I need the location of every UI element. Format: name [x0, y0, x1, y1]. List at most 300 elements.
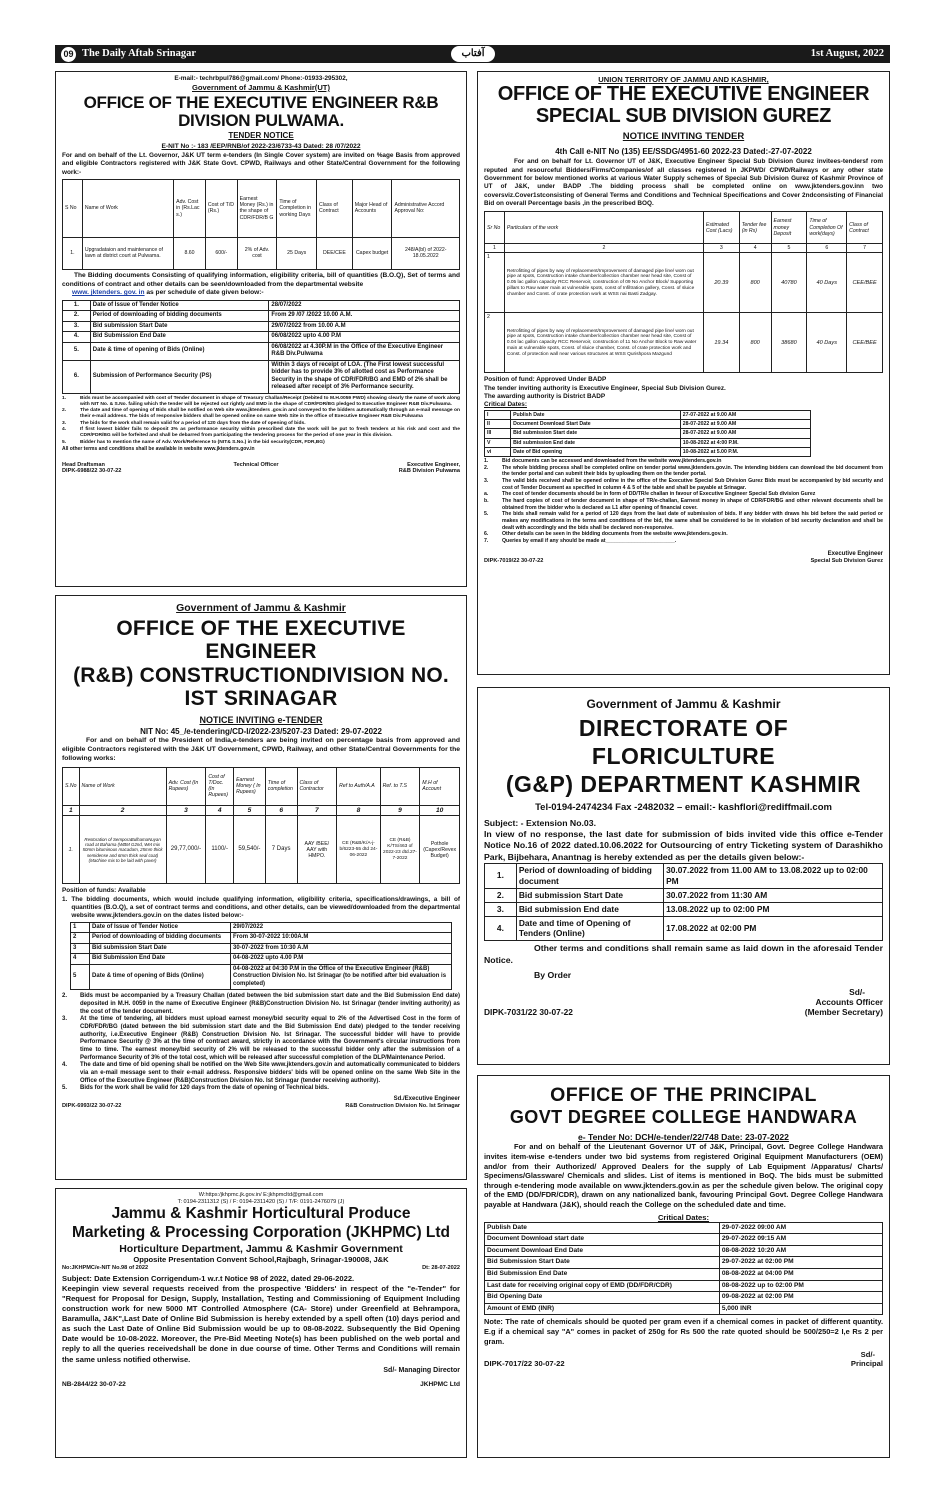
work-table	[484, 211, 883, 373]
ad-pulwama	[55, 71, 467, 587]
table-cell: 7 Days	[265, 816, 297, 884]
note-text: The valid bids received shall be opened online in the office of the Executive Special Sub Division Gurez Bids must be accompanied by bid security and cost of Tender Document as specified in column 4 & 5 of the table and shall be payable at Srinagar.	[502, 477, 883, 491]
column-header: Earnest Money ( In Rupees)	[234, 767, 266, 805]
dates-cell: 10-08-2022 at 5.00 P.M.	[680, 447, 810, 456]
sig-title: Executive Engineer	[827, 550, 883, 557]
sd-mark: Sd/-	[849, 987, 865, 998]
dates-cell: Bid submission Start Date	[516, 888, 663, 902]
dates-row	[485, 1303, 883, 1315]
paper-logo: آفتاب	[451, 46, 495, 62]
table-cell: 2	[485, 313, 505, 373]
dates-cell: V	[485, 438, 511, 447]
ad-ref: DIPK-6988/22 30-07-22	[62, 468, 122, 475]
work-table	[62, 179, 460, 270]
dates-cell: Date & time of opening of Bids (Online)	[90, 964, 231, 990]
table-cell: 800	[739, 313, 771, 373]
dates-table	[484, 1222, 883, 1316]
note-text: The bids shall remain valid for a period of 120 days from the last date of submission of bids. If any bidder with draws his bid before the said period or makes any modifications in the terms and conditions of the bid, the same shall be considered to be in violation of bid security declaration and shall be dealt with accordingly and the bids shall be declared non-responsive.	[502, 511, 883, 531]
note-text: The hard copies of cost of tender document in shape of TR/e-challan, Earnest money in shape of CDR/FDR/BG and other relevant documents shall be obtained from the bidder who is declared as L1 after opening of financial cover.	[502, 497, 883, 511]
sig-division: R&B Construction Division No. Ist Srinagar	[345, 1103, 460, 1110]
ad-ref: DIPK-6993/22 30-07-22	[62, 1103, 122, 1110]
note-item	[62, 1016, 460, 1062]
dates-cell: 3.	[485, 902, 517, 916]
dates-cell: 04-08-2022 upto 4.00 P.M	[231, 954, 452, 965]
column-header: Administrative Accord Approval No:	[392, 179, 460, 237]
dates-row	[485, 1222, 883, 1234]
column-number: 3	[703, 244, 739, 253]
dates-cell: 30.07.2022 from 11.00 AM to 13.08.2022 up to 02:00 PM	[664, 863, 883, 888]
column-number: 1	[63, 805, 80, 816]
column-header: Name of Work	[82, 179, 173, 237]
dates-cell: 3.	[63, 321, 91, 332]
table-cell: 29,77,000/-	[166, 816, 206, 884]
critical-dates-heading: Critical Dates:	[657, 1212, 710, 1222]
ad-ref: DIPK-7017/22 30-07-22	[484, 1359, 565, 1369]
note-item	[62, 993, 460, 1016]
dates-cell: Document Download End Date	[485, 1245, 720, 1257]
dates-cell: 08-08-2022 at 04:00 PM	[719, 1269, 882, 1281]
intro-text: For and on behalf for Lt. Governor UT of J&K, Executive Engineer Special Sub Division Gurez invitees-tendersf rom reputed and resourceful Bidders/Firms/Companies/of all classes registered in JKPWD/ CPWD/Railways or any other state Government for below mentioned works at various Water Supply schemes of Special Sub Division Gurez of Kashmir Province of UT of J&K, under BADP .The bidding process shall be completed online on www.jktenders.gov.inn two coversviz.Cover1stconsisting of General Terms and Conditions and Technical Specifications and Cover 2ndconsisting of Financial Bid on overall Percentage basis ,in the prescribed BOQ.	[484, 158, 883, 207]
column-header: Time of Completion Of work(days)	[807, 212, 847, 244]
note-text: Bids for the work shall be valid for 120 days from the date of opening of Technical bids.	[80, 1085, 329, 1092]
other-terms: Other terms and conditions shall remain same as laid down in the aforesaid Tender Notice.	[484, 943, 883, 965]
note-number: 6.	[484, 531, 489, 538]
bidding-text: The Bidding documents Consisting of qualifying information, eligibility criteria, bill of quantities (B.O.Q), Set of terms and conditions of contract and other details can be seen/downloaded from the departmental website	[62, 271, 460, 288]
dates-cell: Last date for receiving original copy of EMD (DD/FDR/CDR)	[485, 1280, 720, 1292]
sig-draftsman: Head Draftsman	[62, 461, 105, 468]
dates-cell: Date of Issue of Tender Notice	[90, 300, 269, 311]
notice-heading: NOTICE INVITING TENDER	[622, 131, 745, 143]
note-item	[484, 458, 883, 465]
sig-technical: Technical Officer	[233, 461, 279, 468]
dates-row	[71, 954, 452, 965]
table-cell: CE (R&B/K/A-j-b/6223-55 dtd 24-06-2022	[337, 816, 381, 884]
subject: Subject: - Extension No.03.	[484, 817, 596, 828]
dates-row	[485, 410, 811, 419]
column-number: 4	[206, 805, 234, 816]
column-header: S No	[63, 179, 83, 237]
note-text: The bids for the work shall remain valid for a period of 120 days from the date of opening of bids.	[80, 420, 306, 426]
notice-heading: TENDER NOTICE	[228, 131, 294, 141]
dates-cell: Bid Submission End Date	[485, 1269, 720, 1281]
note-number: 3.	[62, 420, 67, 426]
ad-title-1: DIRECTORATE OF FLORICULTURE	[578, 715, 789, 769]
note-item	[484, 538, 883, 545]
ad-title-2: GOVT DEGREE COLLEGE HANDWARA	[509, 1107, 858, 1128]
ut-line: UNION TERRITORY OF JAMMU AND KASHMIR,	[598, 75, 769, 84]
dates-cell: 08-08-2022 up to 02:00 PM	[719, 1280, 882, 1292]
column-header: Adv. Cost in (Rs.Lac s.)	[174, 179, 206, 237]
dates-cell: Within 3 days of receipt of LOA. (The First lowest successful bidder has to provide 3% of allotted cost as Performance Security in the shape of CDR/FDR/BG and EMD of 2% shall be released after receipt of 3% Performance security.	[269, 360, 460, 393]
table-cell: Upgradataion and maintenance of lawn at district court at Pulwama.	[82, 237, 173, 269]
dates-cell: Document Download start date	[485, 1234, 720, 1246]
column-header: Earnest money Deposit	[771, 212, 807, 244]
phone-line: T: 0194-2311312 (S) / F: 0194-2311420 (S) / T/F: 0191-2476079 (J)	[177, 1198, 345, 1205]
dates-cell: Publish Date	[511, 410, 681, 419]
ad-title-1: OFFICE OF THE EXECUTIVE ENGINEER	[116, 616, 406, 664]
column-number: 2	[79, 805, 166, 816]
body-text: For and on behalf of the Lieutenant Governor UT of J&K, Principal, Govt. Degree College Handwara invites item-wise e-tenders under two bid systems from registered Original Equipment Manufacturers (OEM) and/or from their Authorized/ Approved Dealers for the supply of Lab Equipment /Apparatus/ Charts/ Specimens/Glassware/ Chemicals and slides. List of items is mentioned in BoQ. The bids must be submitted through e-tendering mode available on www.jktenders.gov.in as per the schedule given below. The original copy of the EMD (DD/FDR/CDR), drawn on any nationalized bank, favouring Principal Govt. Degree College Handwara payable at Handwara (J&K), should reach the College on the scheduled date and time.	[484, 1142, 883, 1210]
ad-title: OFFICE OF THE EXECUTIVE ENGINEER R&B DIVISION PULWAMA.	[83, 92, 439, 130]
note-number: 2.	[62, 993, 68, 1000]
dates-cell: Bid Submission End Date	[90, 954, 231, 965]
govt-line: Government of Jammu & Kashmir(UT)	[192, 82, 330, 92]
contact-line: E-mail:- techrbpul786@gmail.com/ Phone:-01933-295302,	[174, 75, 348, 82]
dates-cell: Period of downloading of bidding document	[516, 863, 663, 888]
sig-sub: (Member Secretary)	[804, 1007, 883, 1018]
ad-title-2: (G&P) DEPARTMENT KASHMIR	[505, 770, 862, 797]
note-text: The cost of tender documents should be in form of DD/TR/e challan in favour of Executive Engineer Special Sub division Gurez	[502, 491, 816, 498]
note-number: a.	[484, 491, 489, 498]
note-item	[62, 427, 460, 440]
dates-row	[71, 943, 452, 954]
note-item	[484, 478, 883, 491]
by-order: By Order	[534, 969, 572, 980]
dates-cell: Bid submission End date	[516, 902, 663, 916]
sig-division: R&B Division Pulwama	[398, 468, 460, 475]
page-header	[55, 45, 890, 63]
dates-cell: Document Download Start Date	[511, 420, 681, 429]
website-suffix: as per schedule of date given below:-	[144, 289, 264, 297]
dates-row	[485, 1292, 883, 1304]
column-header: Name of Work	[79, 767, 166, 805]
dates-cell: From 29 /07 /2022 10.00 A.M.	[269, 311, 460, 322]
dates-row	[485, 888, 883, 902]
sig-title: Accounts Officer	[815, 997, 883, 1008]
column-header: Tender fee (in Rs)	[739, 212, 771, 244]
dates-cell: Bid Submission Start Date	[485, 1257, 720, 1269]
inviting-authority: The tender inviting authority is Executive Engineer, Special Sub Division Gurez.	[484, 384, 726, 392]
note-number: 4.	[62, 426, 67, 432]
dates-cell: Date of Bid opening	[511, 447, 681, 456]
note-number: 5.	[484, 511, 489, 518]
note-text: Bids must be accompanied by a Treasury Challan (dated between the bid submission start date and the Bid Submission End date) deposited in M.H. 0059 in the name of Executive Engineer (R&B)Construction Division No. Ist Srinagar (tender inviting authority) as the cost of the tender document.	[80, 993, 460, 1015]
dates-cell: 06/08/2022 at 4.30P.M in the Office of the Executive Engineer R&B Div.Pulwama	[269, 342, 460, 360]
dates-cell: Bid submission Start Date	[90, 943, 231, 954]
dates-row	[485, 447, 811, 456]
dates-cell: 30.07.2022 from 11:30 AM	[664, 888, 883, 902]
table-cell: CEE/BEE	[847, 253, 883, 313]
table-cell: 40 Days	[807, 253, 847, 313]
note-item	[484, 498, 883, 511]
table-cell: DEE/CEE	[317, 237, 353, 269]
subject: Subject: Date Extension Corrigendum-1 w.r.t Notice 98 of 2022, dated 29-06-2022.	[62, 1274, 355, 1283]
note-text: The whole bidding process shall be completed online on tender portal www.jktenders.gov.in. The intending bidders can download the bid document from the tender portal and can submit their bids by uploading them on the tender portal.	[502, 464, 883, 478]
column-header: Cost of T/D (Rs.)	[205, 179, 237, 237]
column-header: Class of Contract	[317, 179, 353, 237]
fund-position: Position of fund: Approved Under BADP	[484, 376, 607, 384]
dates-row	[71, 922, 452, 933]
dates-row	[63, 360, 460, 393]
dates-cell: Bid Opening Date	[485, 1292, 720, 1304]
note-text: Queries by email if any should be made at________________________.	[502, 537, 677, 544]
table-cell: Restoration of SemporaBulhamaNuyan road at Bahama (WBM G2nd, Wet mix 50mm bituminous macadam, 25mm thick semidense and 6mm thick seal coat) (Machine mix to be laid with paver)	[79, 816, 166, 884]
table-row	[485, 313, 883, 373]
dates-cell: 2.	[63, 311, 91, 322]
table-cell: Pothole (Capex/Revex Budget)	[420, 816, 460, 884]
dates-row	[63, 300, 460, 311]
dates-cell: 29-07-2022 09:15 AM	[719, 1234, 882, 1246]
website-link[interactable]: www. jktenders. gov. in	[72, 289, 145, 297]
note-text: If first lowest bidder fails to deposit 3% as performance security within prescribed date the work will be put to fresh tenders at his risk and cost and the CDR/FDR/BG will be forfeited and shall be debarred from participating the tendering process for the period of one year in this division.	[80, 426, 460, 439]
column-header: Ref. to T.S	[380, 767, 420, 805]
notes-list	[484, 458, 883, 545]
page-number: 09	[61, 47, 76, 62]
dates-row	[485, 1245, 883, 1257]
nit-number: e- Tender No: DCH/e-tender/22/748 Date: 23-07-2022	[578, 1131, 789, 1142]
note-number: 1.	[62, 395, 67, 401]
column-number: 5	[771, 244, 807, 253]
table-cell: AAY /BEE/ AAY with HMPO.	[297, 816, 337, 884]
notes-list	[62, 396, 460, 446]
sig-title: Sd/- Managing Director	[383, 1366, 460, 1374]
paper-name: The Daily Aftab Srinagar	[82, 47, 197, 59]
note-number: 5.	[62, 439, 67, 445]
dates-cell: Date and time of Opening of Tenders (Online)	[516, 916, 663, 941]
dates-row	[485, 1257, 883, 1269]
dates-table	[62, 300, 460, 394]
column-number: 3	[166, 805, 206, 816]
ad-title-2: SPECIAL SUB DIVISION GUREZ	[535, 104, 832, 127]
dates-cell: 29/07/2022	[231, 922, 452, 933]
dates-row	[485, 1280, 883, 1292]
dates-cell: 08-08-2022 10:20 AM	[719, 1245, 882, 1257]
column-number: 10	[420, 805, 460, 816]
column-header: Ref to Auth/A.A	[337, 767, 381, 805]
dates-cell: 28/07/2022	[269, 300, 460, 311]
ad-rnb-srinagar	[55, 595, 467, 1180]
note-item	[484, 531, 883, 538]
dates-row	[485, 438, 811, 447]
body-text: In view of no response, the last date for submission of bids invited vide this office e-Tender Notice No.16 of 2022 dated.10.06.2022 for Outsourcing of entry Ticketing system of Darashikho Park, Bijbehara, Anantnag is hereby extended as per the details given below:-	[484, 828, 883, 862]
dates-row	[71, 933, 452, 944]
column-header: Earnest Money (Rs.) in the shape of CDR/FDR/B G	[237, 179, 277, 237]
work-table	[62, 767, 460, 885]
table-cell: 40780	[771, 253, 807, 313]
column-header: Class of Contract	[847, 212, 883, 244]
table-cell: Retrofitting of pipes by way of replacement/Improvement of damaged pipe line/ worn out pipe at spots, Construction intake chamber/collection chamber near head site, Const of 0.05 lac gallon capacity RCC Reservoir, construction of 09 No Anchor Block/ Supporting pillars to Raw water main at vulnerable spots, const of Infiltration gallery, Const. of sluice chamber and Const. of crate protection work at WSS nai Basti Zadgay.	[504, 253, 703, 313]
column-number: 2	[504, 244, 703, 253]
table-cell: 1100/-	[206, 816, 234, 884]
table-cell: 40 Days	[807, 313, 847, 373]
dates-cell: 6.	[63, 360, 91, 393]
sd-mark: Sd/-	[860, 1350, 875, 1360]
ad-ref: DIPK-7019/22 30-07-22	[484, 557, 544, 564]
dates-cell: 3	[71, 943, 90, 954]
notice-number: No:JKHPMC/e-NIT No.98 of 2022	[62, 1265, 149, 1272]
table-cell: 25 Days	[277, 237, 317, 269]
note-number: 1.	[62, 895, 68, 903]
table-cell: 600/-	[205, 237, 237, 269]
funds-position: Position of funds: Available	[62, 887, 146, 895]
ad-title-2: Marketing & Processing Corporation (JKHPMC) Ltd	[71, 1224, 451, 1241]
column-header: Major Head of Accounts	[352, 179, 392, 237]
note-text: The date and time of bid opening shall be notified on the Web Site www.jktenders.gov.in and automatically communicated to bidders via an e-mail message sent to their e-mail address. Responsive bidders' bids will be opened online on the same Web Site in the Office of the Executive Engineer (R&B)Construction Division No. Ist Srinagar (tender receiving authority).	[80, 1062, 460, 1084]
note-item	[62, 1085, 460, 1093]
table-cell: 59,540/-	[234, 816, 266, 884]
dates-cell: 29/07/2022 from 10.00 A.M	[269, 321, 460, 332]
table-cell: 8.60	[174, 237, 206, 269]
sig-engineer: Executive Engineer,	[407, 461, 460, 468]
govt-line: Government of Jammu & Kashmir	[176, 602, 346, 614]
column-header: S.No	[63, 767, 80, 805]
dates-table	[70, 922, 452, 991]
note-text: Bidder has to mention the name of Adv. Work/Reference to (NIT& S.No.) in the bid security(CDR, FDR,BG)	[80, 439, 325, 445]
nit-number: 4th Call e-NIT No (135) EE/SSDG/4951-60 2022-23 Dated:-27-07-2022	[555, 146, 812, 156]
ad-title-1: OFFICE OF THE PRINCIPAL	[550, 1084, 817, 1106]
ad-handwara	[477, 1075, 890, 1458]
dates-cell: Bid submission Start date	[511, 429, 681, 438]
table-row	[485, 253, 883, 313]
column-header: Particulars of the work	[504, 212, 703, 244]
dates-cell: 29-07-2022 09:00 AM	[719, 1222, 882, 1234]
dates-row	[485, 863, 883, 888]
dates-cell: 29-07-2022 at 02:00 PM	[719, 1257, 882, 1269]
dates-row	[485, 902, 883, 916]
dates-row	[63, 342, 460, 360]
ad-ref: DIPK-7031/22 30-07-22	[484, 1007, 573, 1018]
dates-cell: 1	[71, 922, 90, 933]
intro-text: For and on behalf of the President of India,e-tenders are being invited on percentage basis from approved and eligible Contractors registered with the J&K UT Government, CPWD, Railway, and other State/Central Governments for the following works:	[62, 737, 460, 762]
dates-table	[484, 863, 883, 942]
column-number: 4	[739, 244, 771, 253]
dates-cell: 1.	[63, 300, 91, 311]
awarding-authority: The awarding authority is District BADP	[484, 393, 606, 401]
column-header: Class of Contractor	[297, 767, 337, 805]
column-number: 8	[337, 805, 381, 816]
notice-date: Dt: 28-07-2022	[422, 1265, 460, 1272]
note-text: The date and time of opening of Bids shall be notified on Web site www.jktenders .gov.in and conveyed to the bidders automatically through an e-mail message on their e-mail address. The bids of responsive bidders shall be opened online on same Web Site in the office of Executive Engineer R&B Div.Pulwama	[80, 408, 460, 420]
dates-row	[485, 420, 811, 429]
web-email-line: W:https:/jkhpmc.jk.gov.in/ E:jkhpmcltd@gmail.com	[198, 1192, 324, 1198]
dates-row	[71, 964, 452, 990]
note-number: 3.	[484, 477, 489, 484]
note-number: b.	[484, 497, 489, 504]
dates-row	[63, 311, 460, 322]
note-item	[484, 465, 883, 478]
ad-title-3: Horticulture Department, Jammu & Kashmir Government	[119, 1242, 403, 1255]
table-cell: 1	[485, 253, 505, 313]
notes-list	[62, 993, 460, 1093]
dates-cell: 4.	[63, 332, 91, 343]
dates-cell: 2	[71, 933, 90, 944]
dates-row	[63, 332, 460, 343]
table-cell: CEE/BEE	[847, 313, 883, 373]
note-item	[62, 396, 460, 409]
note-number: 1.	[484, 457, 489, 464]
notice-heading: NOTICE INVITING e-TENDER	[199, 714, 323, 725]
note-item	[484, 511, 883, 531]
column-number: 9	[380, 805, 420, 816]
dates-row	[485, 916, 883, 941]
dates-cell: 17.08.2022 at 02:00 PM	[664, 916, 883, 941]
dates-cell: Date of Issue of Tender Notice	[90, 922, 231, 933]
sig-org: JKHPMC Ltd	[420, 1381, 460, 1388]
column-number: 5	[234, 805, 266, 816]
column-number: 6	[265, 805, 297, 816]
closing-text: All other terms and conditions shall be available in website www.jktenders.gov.in	[62, 445, 255, 452]
dates-cell: Bid submission End date	[511, 438, 681, 447]
critical-dates-heading: Critical Dates:	[484, 401, 527, 409]
note-number: 5.	[62, 1085, 68, 1092]
govt-line: Government of Jammu & Kashmir	[586, 697, 781, 711]
ad-floriculture	[477, 687, 890, 1065]
dates-cell: II	[485, 420, 511, 429]
note-number: 2.	[484, 464, 489, 471]
dates-cell: 27-07-2022 at 9.00 AM	[680, 410, 810, 419]
note-text: Bid documents can be accessed and downloaded from the website www.jktenders.gov.in	[502, 457, 722, 464]
ad-title-1: Jammu & Kashmir Horticultural Produce	[111, 1205, 411, 1223]
dates-row	[485, 1234, 883, 1246]
nit-number: NIT No: 45_/e-tendering/CD-I/2022-23/5207-23 Dated: 29-07-2022	[140, 727, 382, 737]
ad-ref: NB-2844/22 30-07-22	[62, 1381, 126, 1388]
dates-cell: Period of downloading of bidding documents	[90, 933, 231, 944]
note-number: 3.	[62, 1016, 68, 1023]
table-cell: Capex budget	[352, 237, 392, 269]
sig-title: Sd./Executive Engineer	[393, 1095, 460, 1102]
column-number: 6	[807, 244, 847, 253]
nit-number: E-NIT No :- 183 /EEP/RNB/of 2022-23/6733-43 Dated: 28 /07/2022	[161, 143, 361, 151]
table-cell: 19.34	[703, 313, 739, 373]
body-text: Keepingin view several requests received from the prospective 'Bidders' in respect of the "e-Tender" for "Request for Proposal for Design, Supply, Installation, Testing and Commissioning of Equipment Including construction work for new 5000 MT Controlled Atmosphere (CA- Store) under Greenfield at Behrampora, Baramulla, J&K",Last Date of Online Bid Submission is hereby extended by a spell often (10) days period and as such the Last Date of Online Bid Submission would be up to 08-08-2022. Subsequently the Bid Opening Date would be 10-08-2022. Moreover, the Pre-Bid Meeting Note(s) has been published on the web portal and reply to all the queries receivedshall be done in due course of time. Other Terms and Conditions will remain the same unless notified otherwise.	[62, 1283, 460, 1364]
dates-cell: 28-07-2022 at 9.00 AM	[680, 429, 810, 438]
address: Opposite Presentation Convent School,Rajbagh, Srinagar-190008, J&K	[133, 1255, 389, 1265]
note-item	[484, 491, 883, 498]
contact-line: Tel-0194-2474234 Fax -2482032 – email:- kashflori@rediffmail.com	[535, 802, 832, 814]
dates-table	[484, 410, 811, 457]
column-header: Adv. Cost (In Rupees)	[166, 767, 206, 805]
dates-cell: III	[485, 429, 511, 438]
dates-cell: 4.	[485, 916, 517, 941]
ad-title-1: OFFICE OF THE EXECUTIVE ENGINEER	[497, 83, 870, 106]
column-header: Time of completion	[265, 767, 297, 805]
dates-cell: Bid Submission End Date	[90, 332, 269, 343]
note-text: The bidding documents, which would include qualifying information, eligibility criteria, specifications/drawings, a bill of quantities (B.O.Q), a set of contract terms and conditions, and other details, can be viewed/downloaded from the departmental website www.jktenders.gov.in on the dates listed below:-	[71, 895, 460, 920]
note-number: 2.	[62, 408, 67, 414]
table-cell: CE (R&B) K/TS/463 of 2022-23 dtd.27-7-2022	[380, 816, 420, 884]
column-header: Time of Completion in working Days	[277, 179, 317, 237]
column-header: Cost of T/Doc. (In Rupees)	[206, 767, 234, 805]
dates-cell: Amount of EMD (INR)	[485, 1303, 720, 1315]
table-cell: 800	[739, 253, 771, 313]
dates-cell: 5	[71, 964, 90, 990]
note-text: Note: The rate of chemicals should be quoted per gram even if a chemical comes in packet of different quantity. E.g if a chemical say "A" comes in packet of 250g for Rs 500 the rate quoted should be 500/250=2 I,e Rs 2 per gram.	[484, 1317, 883, 1346]
note-item	[62, 1062, 460, 1085]
note-text: Other details can be seen in the bidding documents from the website www.jktenders.gov.in.	[502, 531, 728, 538]
dates-cell: 4	[71, 954, 90, 965]
ad-title-2: (R&B) CONSTRUCTIONDIVISION NO. IST SRINAGAR	[73, 663, 449, 711]
table-cell: 38680	[771, 313, 807, 373]
ad-jkhpmc	[55, 1188, 467, 1458]
dates-row	[485, 429, 811, 438]
dates-cell: Bid submission Start Date	[90, 321, 269, 332]
dates-cell: Publish Date	[485, 1222, 720, 1234]
ad-gurez	[477, 71, 890, 675]
column-number: 1	[485, 244, 505, 253]
column-header: Sr No	[485, 212, 505, 244]
dates-cell: 28-07-2022 at 9.00 AM	[680, 420, 810, 429]
intro-text: For and on behalf of the Lt. Governor, J&K UT term e-tenders (In Single Cover system) are invited on %age Basis from approved and eligible Contractors registered with J&K State Govt. CPWD, Railways and other State/Central Government for the following work:-	[62, 151, 460, 176]
table-cell: 1.	[63, 237, 83, 269]
dates-cell: 5.	[63, 342, 91, 360]
table-cell: 2% of Adv. cost	[237, 237, 277, 269]
column-number: 7	[297, 805, 337, 816]
dates-row	[63, 321, 460, 332]
note-text: Bids must be accompanied with cost of Tender document in shape of Treasury Challan/Receipt (Debited to M.H.0059 PWD) showing clearly the name of work along with NIT No. & S.No. failing which the tender will be rejected out rightly and EMD in the shape of CDR/FDR/BG pledged to Executive Engineer R&B Div.Pulwama.	[80, 395, 460, 407]
dates-cell: vi	[485, 447, 511, 456]
dates-cell: 04-08-2022 at 04:30 P.M in the Office of the Executive Engineer (R&B) Construction Division No. Ist Srinagar (to be notified after bid evaluation is completed)	[231, 964, 452, 990]
table-cell: Retrofitting of pipes by way of replacement/Improvement of damaged pipe line/ worn out pipe at spots, Construction intake chamber/collection chamber near head site, Const of 0.04 lac gallon capacity RCC Reservoir, construction of 11 No Anchor Block to Raw water main at vulnerable spots, Const. of sluice chamber, Const. of crate protection work and Const. of protection wall near various structures at WSS Qurishpora Mazgund	[504, 313, 703, 373]
